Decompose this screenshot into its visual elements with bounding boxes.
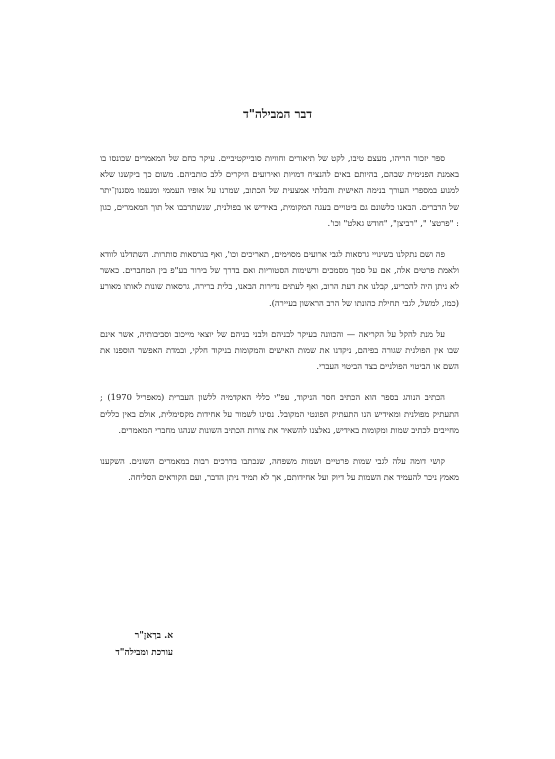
paragraph-4: הכתיב הנוהג בספר הוא הכתיב חסר הניקוד, עפ"י כללי האקדמיה ללשון העברית (מאפריל 1970) ; התעתיק מפולנית ומאידיש הנו התעתיק הפונטי המקובל. נסינו לשמור על אחידות מקסימלית, אולם באין כללים מחייבים לכתיב שמות ומקומות באידיש, נאלצנו להשאיר את צורות הכתיב השונות שנהגו מחברי המאמרים. [100,392,459,435]
paragraph-3: על מנת להקל על הקריאה — והכוונה בעיקר לבניהם ולבני בניהם של יוצאי מייכוב וסביבותיה, אשר אינם שבו אין הפולנית שגורה בפיהם, ניקדנו את שמות האישים והמקומות בניקוד חלקי, ובמדת האפשר הוספנו את השם או הביטוי הפולניים בצד הביטוי העברי. [100,328,459,372]
paragraph-1: ספר יזכור הריהו, מעצם טיבו, לקט של תיאורים וחוויות סובייקטיביים. עיקר כחם של המאמרים שכונסו בו באמנת הפנימית שבהם, בהיותם באים להנציח דמויות ואירועים היקרים ללב כותביהם. משום כך ביקשנו שלא למנוע במספרי העורך בנימה האישית והבלתי אמצעית של הכתוב, שמרנו על אופיו העממי ומנעמו מסגנון־יתר של הדברים. הבאנו כלשונם גם ביטויים בעגה המקומית, באידיש או בפולנית, שנשתרבבו אל תוך המאמרים, כגון : "פרטצ' ", "רביצן", "חודש גאלט" וכו'. [100,153,459,228]
signature-role: עורכת ומבילה"ד [115,648,173,658]
page-title: דבר המבילה"ד [242,107,313,121]
preface-body [100,150,459,500]
signature-name: א. ברַאזֶ"ר [134,631,173,641]
paragraph-2: פה ושם נתקלנו בשינויי גרסאות לגבי ארועים מסוימים, תאריכים וכו', ואף בגרסאות סותרות. השתדלנו לוודא ולאמת פרטים אלה, אם על סמך מסמכים ורשימות הסטוריות ואם בדרך של בירור בע"פ בין המחברים. כאשר לא ניתן היה להכריע, קבלנו את דעת הרוב, ואף לעתים נדירות הבאנו, בלית ברירה, גרסאות שונות לאותו מאורע (כמו, למשל, לגבי תחילת כהונתו של הרב הראשון בעיירה). [100,249,459,308]
signature-block [115,628,173,662]
paragraph-5: קושי דומה עלה לגבי שמות פרטיים ושמות משפחה, שנכתבו בדרכים רבות במאמרים השונים. השקענו מאמץ ניכר להעמיד את השמות על דיוק ועל אחידותם, אך לא תמיד ניתן הדבר, ועם הקוראים הסליחה. [100,456,459,483]
